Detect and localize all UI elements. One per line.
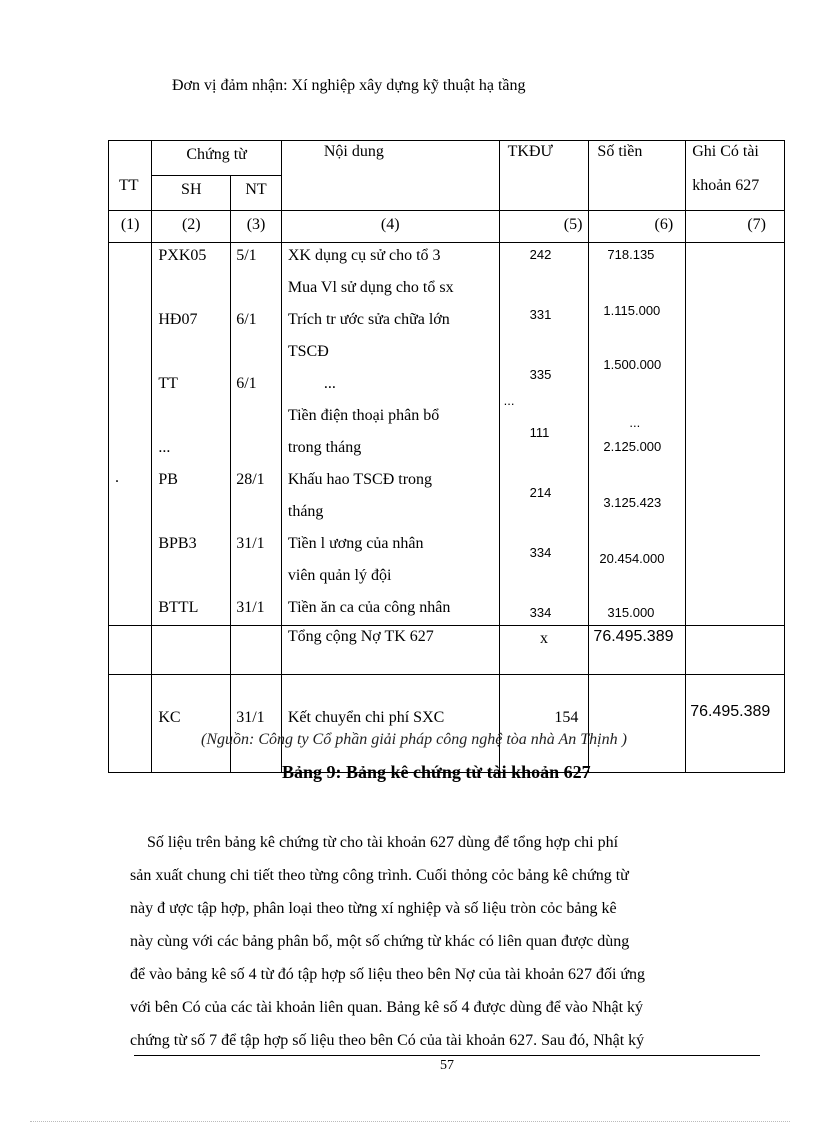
content-line: Khấu hao TSCĐ trong [287, 471, 433, 488]
para-line: sản xuất chung chi tiết theo từng công trình. Cuối thỏng cỏc bảng kê chứng từ [130, 867, 629, 884]
amount-item: 315.000 [607, 605, 655, 620]
para-line: để vào bảng kê số 4 từ đó tập hợp số liệu theo bên Nợ của tài khoản 627 đối ứng [130, 966, 646, 983]
tkdu-item: 214 [529, 485, 552, 500]
source-note: (Nguồn: Công ty Cổ phần giải pháp công nghệ tòa nhà An Thịnh ) [201, 731, 627, 748]
para-line: Số liệu trên bảng kê chứng từ cho tài khoản 627 dùng để tổng hợp chi phí [147, 834, 619, 851]
kc-amount: 76.495.389 [686, 675, 785, 773]
amount-item: 1.500.000 [603, 357, 662, 372]
tkdu-item: 111 [529, 425, 550, 440]
content-line: Tiền điện thoại phân bổ [287, 407, 440, 424]
kc-tkdu: 154 [499, 675, 589, 773]
tkdu-item: 242 [529, 247, 552, 262]
column-number-row [109, 211, 785, 243]
total-tkdu: x [499, 626, 589, 675]
sh-cell [152, 243, 231, 626]
total-label: Tổng cộng Nợ TK 627 [281, 626, 499, 675]
body-paragraph [130, 826, 770, 1057]
table-caption: Bảng 9: Bảng kê chứng từ tài khoản 627 [282, 762, 591, 782]
content-line: viên quản lý đội [287, 567, 392, 584]
amount-item: ... [629, 415, 641, 430]
para-line: chứng từ số 7 để tập hợp số liệu theo bên Có của tài khoản 627. Sau đó, Nhật ký [130, 1032, 645, 1049]
header-nt: NT [231, 176, 282, 211]
nt-item: 6/1 [236, 375, 257, 392]
total-amount: 76.495.389 [589, 626, 686, 675]
footer-rule [134, 1055, 760, 1056]
nt-item: 28/1 [236, 471, 265, 488]
header-sh: SH [152, 176, 231, 211]
nt-cell [231, 243, 282, 626]
para-line: này đ ược tập hợp, phân loại theo từng xí nghiệp và số liệu tròn cỏc bảng kê [130, 900, 617, 917]
sh-item: BTTL [158, 599, 199, 616]
tkdu-item: ... [503, 393, 515, 408]
tt-cell [109, 243, 152, 626]
ledger-table [108, 140, 785, 773]
kc-sh: KC [152, 675, 231, 773]
nt-item: 5/1 [236, 247, 257, 264]
content-line: tháng [287, 503, 324, 520]
tkdu-item: 335 [529, 367, 552, 382]
amount-item: 2.125.000 [603, 439, 662, 454]
content-line: ... [323, 375, 336, 392]
sh-item: PXK05 [158, 247, 207, 264]
header-so-tien: Số tiền [589, 141, 686, 211]
sh-item: TT [158, 375, 178, 392]
sh-item: BPB3 [158, 535, 197, 552]
total-row [109, 626, 785, 675]
tkdu-item: 331 [529, 307, 552, 322]
header-tkdu: TKĐƯ [499, 141, 589, 211]
amount-item: 20.454.000 [599, 551, 665, 566]
content-cell [281, 243, 499, 626]
amount-item: 3.125.423 [603, 495, 662, 510]
col-num-1: (1) [109, 211, 152, 243]
content-line: Mua Vl sử dụng cho tổ sx [287, 279, 454, 296]
nt-item: 31/1 [236, 535, 265, 552]
nt-item: 6/1 [236, 311, 257, 328]
content-line: TSCĐ [287, 343, 329, 360]
header-chung-tu: Chứng từ [152, 141, 282, 176]
amount-item: 1.115.000 [603, 303, 661, 318]
kc-nt: 31/1 [231, 675, 282, 773]
sh-item: HĐ07 [158, 311, 198, 328]
col-num-2: (2) [152, 211, 231, 243]
amount-item: 718.135 [607, 247, 655, 262]
amount-cell [589, 243, 686, 626]
kc-row [109, 675, 785, 773]
page-number: 57 [440, 1058, 454, 1073]
para-line: với bên Có của các tài khoản liên quan. Bảng kê số 4 được dùng để vào Nhật ký [130, 999, 644, 1016]
unit-line: Đơn vị đảm nhận: Xí nghiệp xây dựng kỹ thuật hạ tầng [172, 77, 526, 94]
content-line: Trích tr ước sửa chữa lớn [287, 311, 450, 328]
content-line: XK dụng cụ sử cho tổ 3 [287, 247, 441, 264]
sh-item: ... [158, 439, 171, 456]
ghi-co-cell [686, 243, 785, 626]
content-line: trong tháng [287, 439, 362, 456]
tt-dot: . [115, 469, 119, 486]
col-num-5: (5) [499, 211, 589, 243]
col-num-7: (7) [686, 211, 785, 243]
header-tt: TT [109, 141, 152, 211]
nt-item: 31/1 [236, 599, 265, 616]
tkdu-item: 334 [529, 545, 552, 560]
page-edge-divider [30, 1121, 790, 1122]
para-line: này cùng với các bảng phân bổ, một số chứng từ khác có liên quan được dùng [130, 933, 630, 950]
tkdu-cell [499, 243, 589, 626]
sh-item: PB [158, 471, 178, 488]
content-line: Tiền ăn ca của công nhân [287, 599, 451, 616]
kc-label: Kết chuyển chi phí SXC [281, 675, 499, 773]
col-num-6: (6) [589, 211, 686, 243]
header-noi-dung: Nội dung [281, 141, 499, 211]
detail-row [109, 243, 785, 626]
content-line: Tiền l ương của nhân [287, 535, 424, 552]
col-num-4: (4) [281, 211, 499, 243]
header-ghi-co: Ghi Có tài khoản 627 [686, 141, 785, 211]
col-num-3: (3) [231, 211, 282, 243]
tkdu-item: 334 [529, 605, 552, 620]
